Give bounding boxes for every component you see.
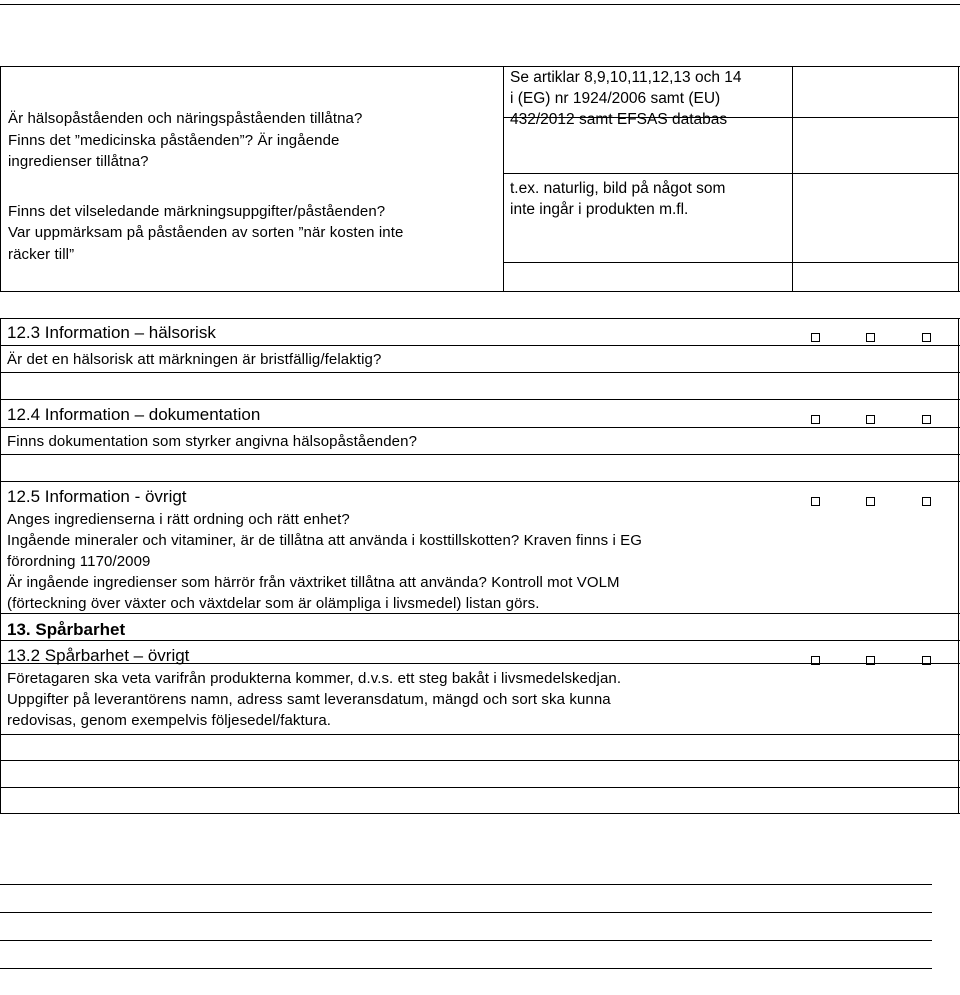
info-line-12-5: Är ingående ingredienser som härrör från växtriket tillåtna att använda? Kontroll mot VOLM xyxy=(7,574,620,591)
claims-question-line: Finns det ”medicinska påståenden”? Är ingående xyxy=(8,132,340,149)
example-line: t.ex. naturlig, bild på något som xyxy=(510,180,726,197)
claims-question-line: Var uppmärksam på påståenden av sorten ”när kosten inte xyxy=(8,224,404,241)
claims-question-line: ingredienser tillåtna? xyxy=(8,153,149,170)
checkbox-12-3-b[interactable] xyxy=(866,333,875,342)
checkbox-12-4-c[interactable] xyxy=(922,415,931,424)
checkbox-13-2-b[interactable] xyxy=(866,656,875,665)
checkbox-12-3-a[interactable] xyxy=(811,333,820,342)
claims-question-line: räcker till” xyxy=(8,246,75,263)
section-heading-12-3: 12.3 Information – hälsorisk xyxy=(7,323,216,342)
checkbox-12-5-b[interactable] xyxy=(866,497,875,506)
notes-area xyxy=(0,880,960,980)
claims-question-line: Är hälsopåståenden och näringspåståenden tillåtna? xyxy=(8,110,363,127)
info-line-13-2: redovisas, genom exempelvis följesedel/faktura. xyxy=(7,712,332,729)
regulation-reference-line: i (EG) nr 1924/2006 samt (EU) xyxy=(510,90,721,107)
checkbox-12-3-c[interactable] xyxy=(922,333,931,342)
question-12-4: Finns dokumentation som styrker angivna hälsopåståenden? xyxy=(7,433,418,450)
info-line-12-5: Anges ingredienserna i rätt ordning och rätt enhet? xyxy=(7,511,350,528)
checkbox-13-2-a[interactable] xyxy=(811,656,820,665)
checkbox-13-2-c[interactable] xyxy=(922,656,931,665)
checkbox-12-5-c[interactable] xyxy=(922,497,931,506)
question-12-3: Är det en hälsorisk att märkningen är bristfällig/felaktig? xyxy=(7,351,382,368)
section-heading-12-4: 12.4 Information – dokumentation xyxy=(7,405,261,424)
claims-question-line: Finns det vilseledande märkningsuppgifter/påståenden? xyxy=(8,203,386,220)
note-line[interactable] xyxy=(0,884,932,885)
info-line-12-5: Ingående mineraler och vitaminer, är de tillåtna att använda i kosttillskotten? Kraven finns i EG xyxy=(7,532,643,549)
section-heading-13: 13. Spårbarhet xyxy=(7,620,126,639)
checklist-table xyxy=(0,318,960,814)
info-line-13-2: Företagaren ska veta varifrån produkterna kommer, d.v.s. ett steg bakåt i livsmedelskedjan. xyxy=(7,670,622,687)
info-line-13-2: Uppgifter på leverantörens namn, adress samt leveransdatum, mängd och sort ska kunna xyxy=(7,691,611,708)
checkbox-12-4-a[interactable] xyxy=(811,415,820,424)
section-heading-12-5: 12.5 Information - övrigt xyxy=(7,487,187,506)
regulation-reference-line: 432/2012 samt EFSAS databas xyxy=(510,111,728,128)
example-line: inte ingår i produkten m.fl. xyxy=(510,201,689,218)
info-line-12-5: förordning 1170/2009 xyxy=(7,553,151,570)
checkbox-12-4-b[interactable] xyxy=(866,415,875,424)
page-top-rule xyxy=(0,4,960,5)
info-line-12-5: (förteckning över växter och växtdelar som är olämpliga i livsmedel) listan görs. xyxy=(7,595,540,612)
note-line[interactable] xyxy=(0,968,932,969)
note-line[interactable] xyxy=(0,912,932,913)
note-line[interactable] xyxy=(0,940,932,941)
checkbox-12-5-a[interactable] xyxy=(811,497,820,506)
claims-table xyxy=(0,66,960,292)
regulation-reference-line: Se artiklar 8,9,10,11,12,13 och 14 xyxy=(510,69,742,86)
section-heading-13-2: 13.2 Spårbarhet – övrigt xyxy=(7,646,190,665)
